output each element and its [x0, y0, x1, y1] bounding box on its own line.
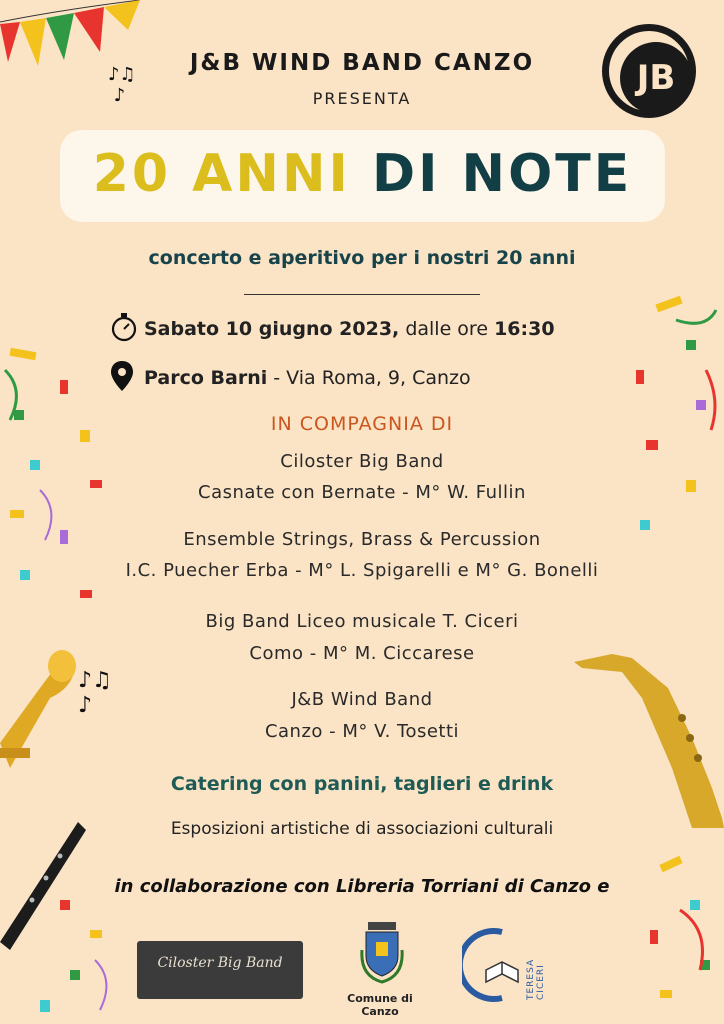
guest-2-detail: I.C. Puecher Erba - M° L. Spigarelli e M° G. Bonelli: [125, 560, 599, 581]
page-title: [60, 144, 665, 204]
subtitle: concerto e aperitivo per i nostri 20 anni: [148, 247, 576, 269]
saxophone-icon: [572, 648, 724, 828]
stopwatch-icon: [110, 312, 144, 347]
title-part2: DI NOTE: [371, 144, 633, 204]
title-box: [60, 130, 665, 222]
guest-4-name: J&B Wind Band: [291, 689, 433, 710]
confetti-left: [0, 340, 110, 640]
ciloster-logo-text: Ciloster Big Band: [157, 955, 283, 971]
event-place: Parco Barni: [144, 367, 268, 389]
teresa-ciceri-logo: [462, 926, 546, 1004]
event-time-prefix: dalle ore: [399, 318, 495, 340]
divider: [244, 294, 480, 295]
teresa-label: TERESA CICERI: [526, 958, 546, 1000]
location-row: [110, 360, 471, 390]
ciloster-logo: [137, 941, 303, 999]
guest-1-name: Ciloster Big Band: [280, 451, 444, 472]
jb-logo: [602, 24, 696, 118]
date-row: [110, 312, 555, 342]
comune-label: Comune di Canzo: [347, 992, 413, 1018]
catering-text: Catering con panini, taglieri e drink: [170, 773, 554, 795]
confetti-bottom-right: [640, 850, 724, 1024]
esposizioni-text: Esposizioni artistiche di associazioni culturali: [170, 819, 554, 839]
collaborazione-text: in collaborazione con Libreria Torriani di Canzo e: [114, 876, 610, 897]
guest-2-name: Ensemble Strings, Brass & Percussion: [183, 529, 541, 550]
presenta-label: PRESENTA: [312, 89, 412, 108]
guest-3-name: Big Band Liceo musicale T. Ciceri: [205, 611, 519, 632]
guest-3-detail: Como - M° M. Ciccarese: [249, 643, 475, 664]
trumpet-icon: [0, 648, 80, 788]
comune-crest-icon: [360, 920, 404, 984]
event-address: - Via Roma, 9, Canzo: [267, 367, 471, 389]
guests-heading: IN COMPAGNIA DI: [270, 413, 454, 435]
confetti-right: [626, 290, 724, 590]
guest-1-detail: Casnate con Bernate - M° W. Fullin: [198, 482, 526, 503]
event-time: 16:30: [494, 318, 555, 340]
confetti-bottom-left: [0, 880, 120, 1024]
music-notes-icon-2: ♪♫ ♪: [78, 668, 112, 718]
jb-logo-text: JB: [620, 42, 692, 114]
music-notes-icon: ♪♫ ♪: [108, 64, 136, 106]
event-date: Sabato 10 giugno 2023,: [144, 318, 400, 340]
guest-4-detail: Canzo - M° V. Tosetti: [264, 721, 460, 742]
map-pin-icon: [110, 360, 144, 397]
band-name: J&B WIND BAND CANZO: [189, 50, 535, 76]
title-part1: 20 ANNI: [92, 144, 351, 204]
